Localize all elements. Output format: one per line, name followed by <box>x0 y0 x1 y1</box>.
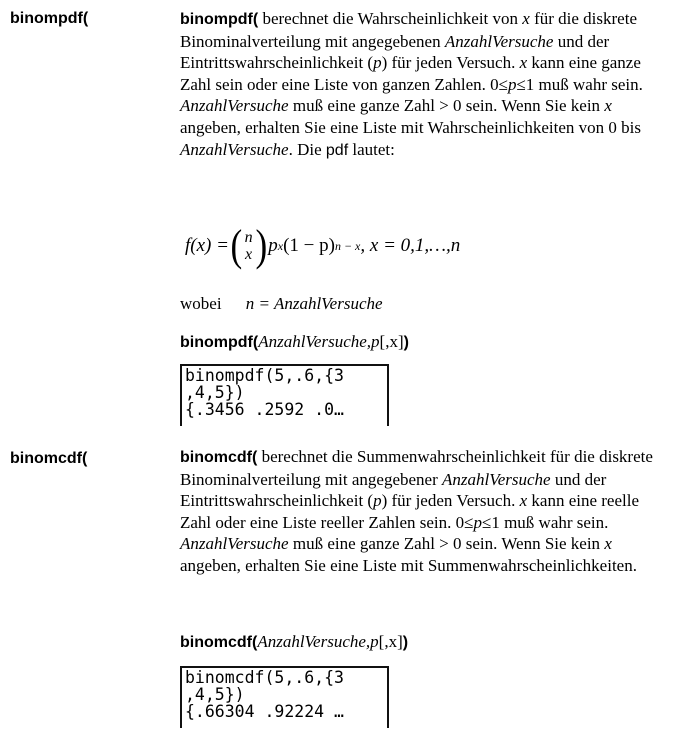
text: angeben, erhalten Sie eine Liste mit Wahrscheinlichkeiten von 0 bis <box>180 117 641 137</box>
wobei-eq: n = AnzahlVersuche <box>245 294 383 313</box>
text: kann eine reelle Zahl oder eine Liste reeller Zahlen sein. 0≤ <box>180 491 640 532</box>
syntax-opt: [,x] <box>378 632 403 651</box>
binompdf-calculator-screen <box>180 364 389 426</box>
formula-lhs: f(x) = <box>185 235 229 256</box>
var-anzahl: AnzahlVersuche <box>444 31 554 51</box>
binom-top: n <box>244 229 253 246</box>
binomcdf-syntax <box>180 632 408 652</box>
binompdf-syntax <box>180 332 409 352</box>
cmd-name: binomcdf( <box>180 449 258 466</box>
text: muß eine ganze Zahl > 0 sein. Wenn Sie kein <box>288 96 605 116</box>
binom-bottom: x <box>245 246 253 263</box>
text: und der Eintrittswahrscheinlichkeit ( <box>180 469 607 511</box>
term-binompdf: binompdf( <box>10 10 89 27</box>
text: berechnet die Summenwahrscheinlichkeit für die diskrete Binominalverteilung mit angegebener <box>180 447 653 489</box>
text: ≤1 muß wahr sein. <box>516 74 643 94</box>
var-p: p <box>473 512 482 532</box>
binomcdf-calculator-screen <box>180 666 389 728</box>
syntax-close: ) <box>403 334 409 351</box>
var-anzahl: AnzahlVersuche <box>442 469 551 489</box>
var-x: x <box>519 491 528 511</box>
paren-right: ) <box>255 221 267 270</box>
var-x: x <box>522 9 530 28</box>
text: berechnet die Wahrscheinlichkeit von <box>258 9 523 28</box>
var-p: p <box>373 53 382 73</box>
var-anzahl: AnzahlVersuche <box>180 534 289 554</box>
formula-q-exp: n − x <box>334 238 361 253</box>
syntax-close: ) <box>402 634 409 651</box>
term-binomcdf: binomcdf( <box>10 450 88 467</box>
text: angeben, erhalten Sie eine Liste mit Summenwahrscheinlichkeiten. <box>180 555 637 575</box>
text: kann eine ganze Zahl sein oder eine Liste von ganzen Zahlen. 0≤ <box>180 53 641 94</box>
text: und der Eintrittswahrscheinlichkeit ( <box>180 31 610 73</box>
binomcdf-description <box>180 446 672 577</box>
calc-line: {.3456 .2592 .0… <box>185 400 344 419</box>
var-x: x <box>604 96 612 116</box>
text: ) für jeden Versuch. <box>381 53 520 73</box>
formula-p-exp: x <box>277 238 284 253</box>
text: lautet: <box>348 139 395 159</box>
binomial-coefficient <box>245 229 253 263</box>
syntax-args: AnzahlVersuche,p <box>258 332 380 351</box>
formula-p: p <box>268 235 278 256</box>
pdf-formula <box>185 222 460 270</box>
text: ≤1 muß wahr sein. <box>481 512 609 532</box>
calc-line: ,4,5}) <box>185 383 245 402</box>
calc-line: ,4,5}) <box>185 685 245 704</box>
var-p: p <box>373 491 382 511</box>
cmd-name: binompdf( <box>180 11 259 28</box>
text: ) für jeden Versuch. <box>381 491 520 511</box>
wobei-line <box>180 294 383 314</box>
calc-line: binomcdf(5,.6,{3 <box>185 668 344 687</box>
text: muß eine ganze Zahl > 0 sein. Wenn Sie kein <box>288 534 605 554</box>
var-anzahl: AnzahlVersuche <box>180 139 289 159</box>
pdf-label: pdf <box>325 141 349 159</box>
binompdf-description <box>180 8 672 161</box>
calc-line: {.66304 .92224 … <box>185 702 344 721</box>
syntax-cmd: binompdf( <box>180 334 259 351</box>
var-x: x <box>519 53 528 73</box>
var-p: p <box>507 74 517 94</box>
syntax-args: AnzahlVersuche,p <box>257 632 379 651</box>
syntax-cmd: binomcdf( <box>180 634 258 651</box>
text: . Die <box>288 139 326 159</box>
var-anzahl: AnzahlVersuche <box>180 96 289 116</box>
formula-middle: (1 − p) <box>283 235 335 256</box>
var-x: x <box>604 534 612 554</box>
syntax-opt: [,x] <box>379 332 404 351</box>
paren-left: ( <box>230 221 243 270</box>
wobei-label: wobei <box>180 294 222 313</box>
calc-line: binompdf(5,.6,{3 <box>185 366 344 385</box>
text: für die diskrete Binominalverteilung mit angegebenen <box>180 9 637 51</box>
formula-rhs: , x = 0,1,…,n <box>360 235 461 256</box>
